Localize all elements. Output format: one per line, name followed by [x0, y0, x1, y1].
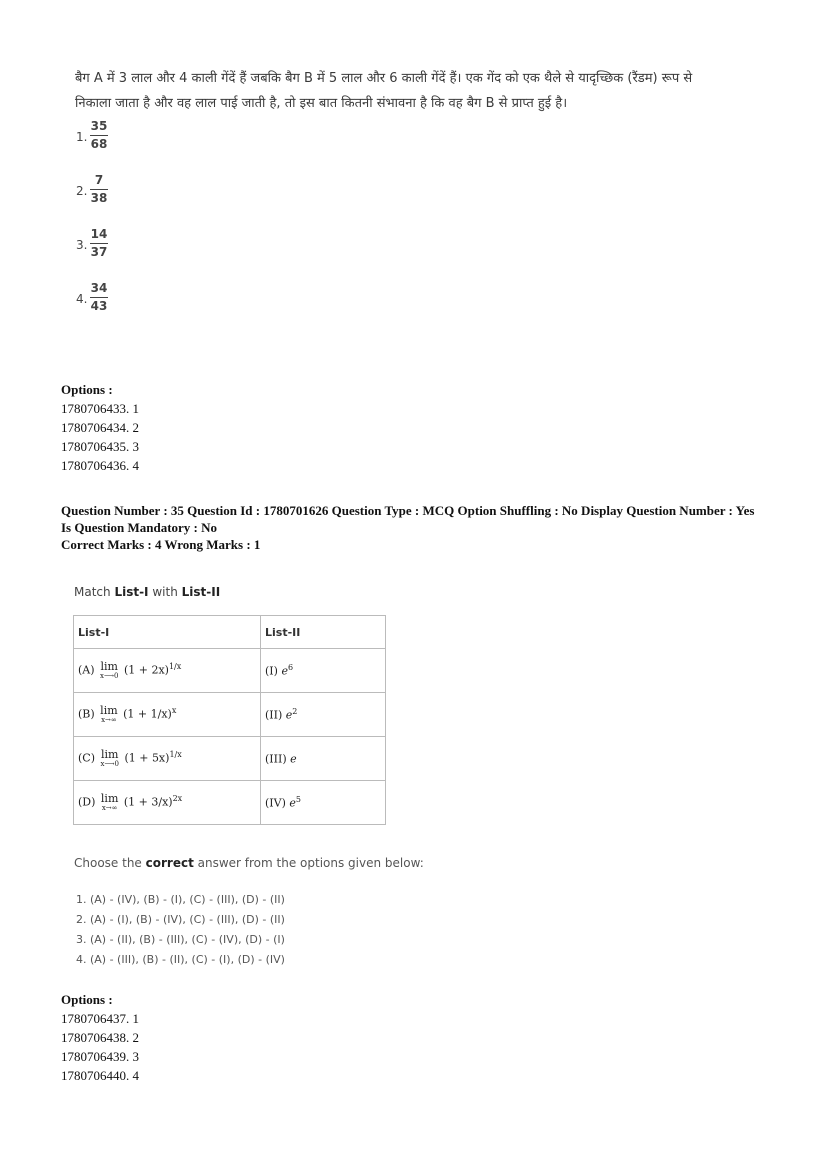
question-meta [61, 502, 781, 553]
options-block-1 [61, 380, 139, 475]
meta-line: Is Question Mandatory : No [61, 520, 218, 535]
fraction [90, 282, 108, 313]
table-row [74, 649, 386, 693]
answer-choice: 1. (A) - (IV), (B) - (I), (C) - (III), (D) - (II) [76, 893, 285, 906]
option-id: 1780706433. 1 [61, 401, 139, 416]
match-instruction: Match List-I with List-II [74, 585, 221, 599]
choice-label: 4. [76, 292, 88, 306]
option-id: 1780706436. 4 [61, 458, 139, 473]
denominator: 38 [90, 191, 108, 205]
answer-choices [76, 890, 285, 970]
options-heading: Options : [61, 382, 113, 397]
list-1-item-b: (B) lim x→∞ $(1 + 1/x)^x$ [74, 693, 261, 737]
answer-choice: 2. (A) - (I), (B) - (IV), (C) - (III), (D) - (II) [76, 913, 285, 926]
denominator: 37 [90, 245, 108, 259]
fraction [90, 174, 108, 205]
choose-instruction: Choose the correct answer from the options given below: [74, 856, 424, 870]
match-table [73, 615, 386, 825]
question-1-line-1: बैग A में 3 लाल और 4 काली गेंदें हैं जबकि बैग B में 5 लाल और 6 काली गेंदें हैं। एक गेंद को एक थैले से यादृच्छिक (रैंडम) रूप से [75, 71, 693, 86]
numerator: 14 [90, 227, 108, 241]
option-id: 1780706438. 2 [61, 1030, 139, 1045]
choice-label: 3. [76, 238, 88, 252]
option-id: 1780706439. 3 [61, 1049, 139, 1064]
denominator: 68 [90, 137, 108, 151]
question-1-text [75, 66, 755, 116]
meta-line: Correct Marks : 4 Wrong Marks : 1 [61, 537, 261, 552]
option-id: 1780706437. 1 [61, 1011, 139, 1026]
list-2-item-iii: (III) e [261, 737, 386, 781]
list-1-item-d: (D) lim x→∞ $(1 + 3/x)^{2x}$ [74, 781, 261, 825]
numerator: 34 [90, 281, 108, 295]
options-block-2 [61, 990, 139, 1085]
header-list-2: List-II [261, 616, 386, 649]
answer-choice: 3. (A) - (II), (B) - (III), (C) - (IV), (D) - (I) [76, 933, 285, 946]
list-2-item-ii: (II) $e^2$ [261, 693, 386, 737]
options-heading: Options : [61, 992, 113, 1007]
option-id: 1780706434. 2 [61, 420, 139, 435]
list-2-item-iv: (IV) $e^5$ [261, 781, 386, 825]
table-header-row [74, 616, 386, 649]
numerator: 35 [90, 119, 108, 133]
option-id: 1780706440. 4 [61, 1068, 139, 1083]
list-2-item-i: (I) $e^6$ [261, 649, 386, 693]
question-1-line-2: निकाला जाता है और वह लाल पाई जाती है, तो इस बात कितनी संभावना है कि वह बैग B से प्राप्त हुई है। [75, 96, 568, 111]
choice-label: 2. [76, 184, 88, 198]
meta-line: Question Number : 35 Question Id : 1780701626 Question Type : MCQ Option Shuffling : No Display Question Number : Yes [61, 503, 755, 518]
fraction [90, 120, 108, 151]
option-id: 1780706435. 3 [61, 439, 139, 454]
list-1-item-c: (C) lim x⟶0 $(1 + 5x)^{1/x}$ [74, 737, 261, 781]
numerator: 7 [94, 173, 104, 187]
choice-label: 1. [76, 130, 88, 144]
answer-choice: 4. (A) - (III), (B) - (II), (C) - (I), (D) - (IV) [76, 953, 285, 966]
fraction [90, 228, 108, 259]
list-1-item-a: (A) lim x⟶0 $(1 + 2x)^{1/x}$ [74, 649, 261, 693]
header-list-1: List-I [74, 616, 261, 649]
table-row [74, 781, 386, 825]
denominator: 43 [90, 299, 108, 313]
table-row [74, 693, 386, 737]
table-row [74, 737, 386, 781]
